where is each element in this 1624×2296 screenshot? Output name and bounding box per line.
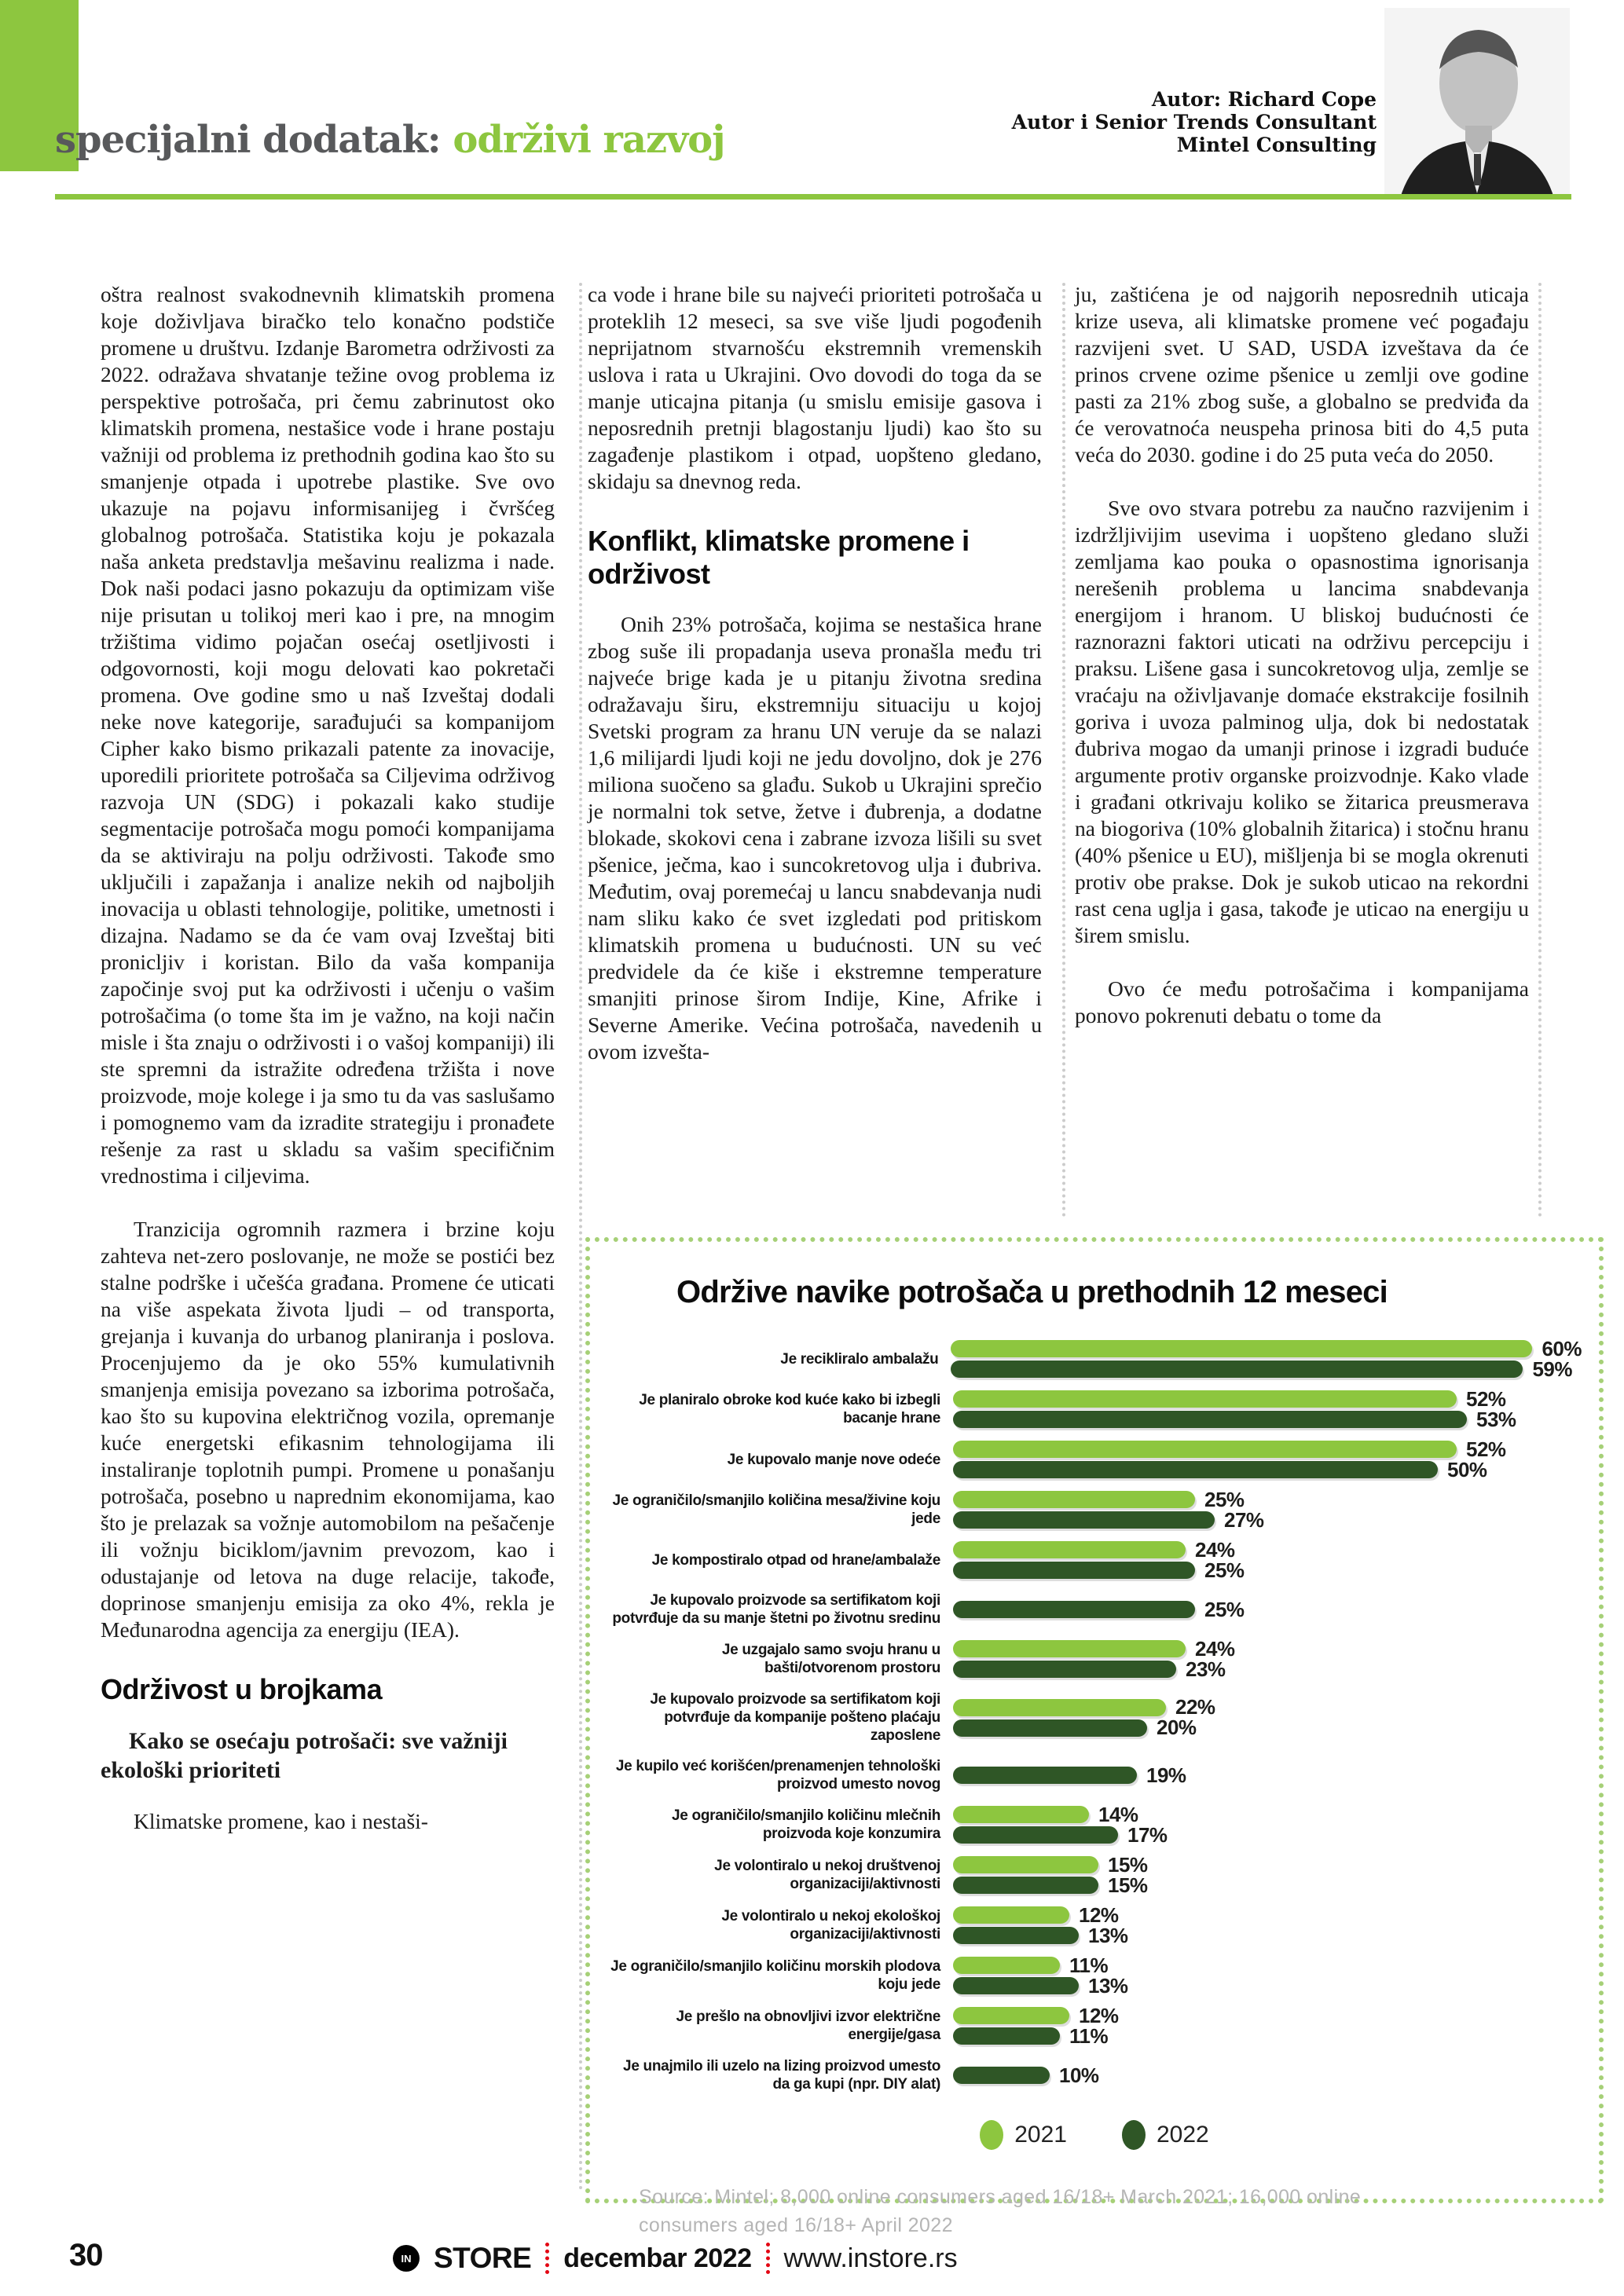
bar-2021 [953, 1390, 1457, 1408]
chart-row-label: Je kupovalo manje nove odeće [727, 1451, 940, 1468]
section-title [55, 118, 724, 162]
bar-2021 [953, 2007, 1069, 2024]
sub-heading: Kako se osećaju potrošači: sve važniji ekološki prioriteti [101, 1728, 508, 1783]
bar-line-2021 [953, 1902, 1582, 1927]
bar-value: 22% [1175, 1695, 1215, 1719]
column-divider-1 [579, 283, 582, 2192]
legend-dot-2022 [1122, 2120, 1146, 2150]
header-divider [55, 194, 1571, 200]
bar-2021 [953, 1441, 1457, 1458]
chart-row-label: Je volontiralo u nekoj društvenoj organizaciji/aktivnosti [714, 1858, 940, 1892]
page-footer [0, 2235, 1624, 2282]
bar-line-2021 [953, 1695, 1582, 1719]
paragraph: ca vode i hrane bile su najveći prioriteti potrošača u proteklih 12 meseci, sa sve više ljudi pogođenih neprijatnom stvarnošću ekstremnih vremenskih uslova i rata u Ukrajini. Ovo dovodi do toga da se manje uticajna pitanja (u smislu emisije gasova i neposrednih pretnji blagostanju ljudi) kao što su zagađenje plastikom i otpad, uopšteno gledano, skidaju sa dnevnog reda. [588, 282, 1042, 493]
bar-2022 [953, 1767, 1137, 1784]
bar-line-2021 [953, 1386, 1582, 1411]
chart-row [607, 1902, 1582, 1947]
bar-line-2021 [953, 1852, 1582, 1877]
article-column-1 [101, 281, 555, 1835]
paragraph: oštra realnost svakodnevnih klimatskih promena koje doživljava biračko telo konačno podstiče promene u društvu. Izdanje Barometra održivosti za 2022. odražava shvatanje težine ovog problema iz perspektive potrošača, pri čemu zabrinutost oko klimatskih promena, nestašice vode i hrane postaju važniji od problema iz prethodnih godina kao što su smanjenje otpada i upotrebe plastike. Sve ovo ukazuje na pojavu informisanijeg i čvršćeg globalnog potrošača. Statistika koju je pokazala naša anketa predstavlja mešavinu realizma i nade. Dok naši podaci jasno pokazuju da optimizam više nije prisutan u tolikoj meri kao i pre, na mnogim tržištima vidimo pojačan osećaj osetljivosti i odgovornosti, koji mogu delovati kao pokretači promena. Ove godine smo u naš Izveštaj dodali neke nove kategorije, sarađujući sa kompanijom Cipher kako bismo prikazali patente za inovacije, uporedili prioritete potrošača sa Ciljevima održivog razvoja UN (SDG) i pokazali kako studije segmentacije potrošača mogu pomoći kompanijama da se aktiviraju na polju održivosti. Takođe smo uključili i zapažanja i analize nekih od najboljih inovacija u oblasti tehnologije, politike, umetnosti i dizajna. Nadamo se da će vam ovaj Izveštaj biti pronicljiv i koristan. Bilo da vaša kompanija započinje svoj put ka održivosti i učenju o vašim potrošačima (o tome šta im je važno, na koji način misle i šta znaju o održivosti i o vašoj kompaniji) ili ste spremni da istražite određena tržišta i nove proizvode, moje kolege i ja smo tu da vas saslušamo i pomognemo vam da izradite strategiju i pronađete rešenje za rast u skladu sa vašim specifičnim vrednostima i ciljevima. [101, 282, 555, 1188]
bar-line-2021 [953, 1953, 1582, 1977]
page-number: 30 [69, 2238, 103, 2272]
chart-row-bars [953, 1695, 1582, 1739]
chart-row-label: Je uzgajalo samo svoju hranu u bašti/otvorenom prostoru [721, 1642, 940, 1676]
bar-value: 15% [1108, 1852, 1148, 1877]
chart-row-label: Je recikliralo ambalažu [780, 1350, 939, 1368]
bar-value: 50% [1447, 1457, 1487, 1481]
author-name: Autor: Richard Cope [1151, 88, 1377, 111]
paragraph: Onih 23% potrošača, kojima se nestašica hrane zbog suše ili propadanja useva pronašla među tri najveće brige kada je u pitanju životna sredina odražavaju širu, ekstremniju situaciju u kojoj Svetski program za hranu UN veruje da se nalazi 1,6 milijardi ljudi koji ne jedu dovoljno, dok je 276 miliona suočeno sa glađu. Sukob u Ukrajini sprečio je normalni tok setve, žetve i đubrenja, a dodatne blokade, skokovi cena i zabrane izvoza lišili su svet pšenice, ječma, kao i suncokretovog ulja i đubriva. Međutim, ovaj poremećaj u lancu snabdevanja nudi nam sliku kako će svet izgledati pod pritiskom klimatskih promena u budućnosti. UN su već predvidele da će kiše i ekstremne temperature smanjiti prinose širom Indije, Kine, Afrike i Severne Amerike. Većina potrošača, navedenih u ovom izvešta- [588, 612, 1042, 1064]
bar-line-2021 [953, 1487, 1582, 1511]
bar-value: 59% [1532, 1357, 1572, 1381]
chart-row [607, 1437, 1582, 1481]
column-divider-2 [1062, 283, 1065, 1218]
bar-value: 17% [1127, 1822, 1168, 1847]
chart-row-bars [953, 1802, 1582, 1847]
bar-line-2022 [953, 2063, 1582, 2087]
bar-2022 [953, 1877, 1098, 1894]
bar-line-2022 [953, 1822, 1582, 1847]
chart-row-label: Je kupovalo proizvode sa sertifikatom koji potvrđuje da su manje štetni po životnu sredinu [612, 1592, 940, 1627]
chart-row-bars [953, 2063, 1582, 2087]
bar-value: 11% [1069, 1953, 1109, 1977]
issue-date: decembar 2022 [563, 2243, 752, 2273]
chart-source: Source: Mintel; 8,000 online consumers aged 16/18+ March 2021; 16,000 online consumers aged 16/18+ April 2022 [639, 2186, 1362, 2236]
bar-line-2022 [953, 1657, 1582, 1681]
chart-row-bars [953, 1487, 1582, 1532]
chart-row [607, 1852, 1582, 1897]
bar-2022 [953, 1511, 1215, 1529]
bar-value: 27% [1224, 1507, 1264, 1532]
bar-value: 52% [1466, 1386, 1506, 1411]
bar-2022 [953, 1927, 1079, 1944]
article-column-3 [1075, 281, 1529, 1029]
author-photo [1384, 8, 1570, 198]
chart-row [607, 1591, 1582, 1628]
bar-2021 [953, 1699, 1166, 1716]
chart-panel [585, 1237, 1604, 2236]
chart-row-label: Je ograničilo/smanjilo količinu mlečnih proizvoda koje konzumira [672, 1807, 940, 1842]
section-heading: Održivost u brojkama [101, 1673, 383, 1705]
bar-2022 [953, 1719, 1147, 1737]
bar-2021 [953, 1640, 1186, 1657]
chart-row-bars [953, 1902, 1582, 1947]
footer-group [393, 2235, 958, 2282]
chart-row-label: Je kupovalo proizvode sa sertifikatom koji potvrđuje da kompanije pošteno plaćaju zaposlene [650, 1691, 940, 1744]
bar-2021 [953, 1856, 1098, 1873]
bar-value: 14% [1098, 1802, 1138, 1826]
bar-line-2022 [953, 1558, 1582, 1582]
footer-separator [766, 2243, 770, 2274]
chart-row [607, 1757, 1582, 1793]
bar-line-2022 [953, 1716, 1582, 1739]
chart-row [607, 1386, 1582, 1431]
bar-value: 20% [1157, 1716, 1197, 1739]
chart-row-label: Je volontiralo u nekoj ekološkoj organizaciji/aktivnosti [721, 1908, 940, 1943]
paragraph: ju, zaštićena je od najgorih neposrednih uticaja krize useva, ali klimatske promene već pogađaju razvijeni svet. U SAD, USDA izveštava da će prinos crvene ozime pšenice u zemlji ove godine pasti za 21% zbog suše, a globalno se predviđa da će verovatnoća neuspeha prinosa biti do 4,5 puta veća do 2030. godine i do 25 puta veća do 2050. [1075, 282, 1529, 467]
bar-line-2022 [951, 1357, 1582, 1381]
author-role: Autor i Senior Trends Consultant [1011, 111, 1377, 134]
section-heading: Konflikt, klimatske promene i održivost [588, 525, 970, 590]
bar-line-2022 [953, 1507, 1582, 1532]
bar-2022 [953, 1977, 1079, 1994]
bar-value: 12% [1079, 1902, 1119, 1927]
bar-line-2022 [953, 1597, 1582, 1621]
chart-row-bars [953, 1437, 1582, 1481]
chart-row [607, 1690, 1582, 1745]
chart-row-bars [953, 2003, 1582, 2048]
bar-value: 11% [1069, 2023, 1109, 2048]
chart-row-bars [951, 1336, 1582, 1381]
bar-line-2022 [953, 1407, 1582, 1431]
bar-value: 25% [1204, 1597, 1245, 1621]
bar-line-2021 [953, 1437, 1582, 1461]
bar-value: 25% [1204, 1487, 1245, 1511]
bar-value: 19% [1146, 1763, 1186, 1787]
bar-2022 [953, 1461, 1438, 1478]
legend-label-2021: 2021 [1014, 2122, 1067, 2148]
bar-value: 12% [1079, 2003, 1119, 2027]
chart-row-bars [953, 1953, 1582, 1998]
paragraph: Sve ovo stvara potrebu za naučno razvijenim i izdržljivijim usevima i uopšteno gledano služi zemljama kao pouka o opasnostima ignorisanja nerešenih problema u lancima snabdevanja energijom i hranom. U bliskoj budućnosti će raznorazni faktori uticati na održivu percepciju i praksu. Lišene gasa i suncokretovog ulja, zemlje se vraćaju na oživljavanje domaće ekstrakcije fosilnih goriva i uvoza palminog ulja, dok bi nedostatak đubriva mogao da umanji prinose i izgradi buduće argumente protiv organske proizvodnje. Kako vlade i građani otkrivaju koliko se žitarica preusmerava na biogoriva (10% globalnih žitarica) i stočnu hranu (40% pšenice u EU), mišljenja bi se mogla okrenuti protiv obe prakse. Dok je sukob uticao na rekordni rast cena uglja i gasa, takođe je uticao na energiju u širem smislu. [1075, 496, 1529, 947]
chart-row-label: Je planiralo obroke kod kuće kako bi izbegli bacanje hrane [639, 1392, 940, 1426]
chart-row [607, 1537, 1582, 1582]
bar-2022 [953, 1601, 1195, 1618]
legend-item-2022 [1122, 2120, 1209, 2150]
magazine-logo: STORE [434, 2242, 532, 2274]
bar-value: 60% [1542, 1336, 1582, 1360]
bar-value: 25% [1204, 1558, 1245, 1582]
bar-line-2022 [953, 1763, 1582, 1787]
chart-row-label: Je prešlo na obnovljivi izvor električne energije/gasa [676, 2009, 940, 2043]
chart-row-label: Je kupilo već korišćen/prenamenjen tehnološki proizvod umesto novog [615, 1758, 940, 1792]
legend-label-2022: 2022 [1157, 2122, 1209, 2148]
bar-2022 [953, 2027, 1060, 2045]
bar-value: 13% [1088, 1923, 1128, 1947]
chart-row-bars [953, 1852, 1582, 1897]
chart-row [607, 1487, 1582, 1532]
bar-line-2021 [953, 1802, 1582, 1826]
bar-value: 52% [1466, 1437, 1506, 1461]
bar-2022 [953, 1661, 1176, 1678]
section-title-dark: specijalni dodatak: [55, 118, 441, 162]
bar-value: 24% [1195, 1636, 1235, 1661]
chart-row-label: Je kompostiralo otpad od hrane/ambalaže [651, 1551, 940, 1569]
bar-2021 [953, 1906, 1069, 1924]
paragraph: Tranzicija ogromnih razmera i brzine koju zahteva net-zero poslovanje, ne može se postići bez stalne podrške i učešća građana. Promene će uticati na više aspekata života ljudi – od transporta, grejanja i kuvanja do urbanog planiranja i poslova. Procenjujemo da je oko 55% kumulativnih smanjenja emisija povezano sa izborima potrošača, kao što su kupovina električnog vozila, opremanje kuće energetski efikasnim tehnologijama ili instaliranje toplotnih pumpi. Promene u ponašanju potrošača, posebno u naprednim ekonomijama, kao što je prelazak sa vožnje automobilom na pešačenje ili vožnju biciklom/javnim prevozom, kao i odustajanje od letova na duge relacije, takođe, doprinose smanjenju emisija za oko 4%, rekla je Međunarodna agencija za energiju (IEA). [101, 1217, 555, 1642]
bar-line-2021 [951, 1336, 1582, 1360]
author-block [1012, 88, 1377, 156]
bar-line-2021 [953, 2003, 1582, 2027]
bar-2021 [953, 1541, 1186, 1558]
bar-2022 [953, 1411, 1467, 1428]
footer-separator [545, 2243, 549, 2274]
chart-rows [607, 1336, 1582, 2093]
section-title-green: održivi razvoj [453, 118, 725, 162]
chart-row-label: Je ograničilo/smanjilo količina mesa/živine koju jede [612, 1492, 940, 1527]
bar-2022 [953, 1562, 1195, 1579]
bar-value: 24% [1195, 1537, 1235, 1562]
chart-row-bars [953, 1597, 1582, 1621]
website-url: www.instore.rs [783, 2243, 958, 2273]
bar-line-2022 [953, 1923, 1582, 1947]
chart-row-bars [953, 1763, 1582, 1787]
bar-2022 [953, 2067, 1050, 2084]
chart-row-label: Je ograničilo/smanjilo količinu morskih plodova koju jede [610, 1958, 940, 1993]
chart-row-bars [953, 1386, 1582, 1431]
bar-2021 [953, 1957, 1060, 1974]
chart-row-bars [953, 1636, 1582, 1681]
paragraph: Ovo će među potrošačima i kompanijama ponovo pokrenuti debatu o tome da [1075, 976, 1529, 1027]
bar-2021 [953, 1491, 1195, 1508]
chart-row [607, 1953, 1582, 1998]
bar-line-2022 [953, 2023, 1582, 2048]
chart-row [607, 1636, 1582, 1681]
legend-item-2021 [980, 2120, 1067, 2150]
bar-line-2022 [953, 1457, 1582, 1481]
chart-title: Održive navike potrošača u prethodnih 12 meseci [676, 1275, 1388, 1309]
chart-row [607, 1802, 1582, 1847]
bar-line-2022 [953, 1973, 1582, 1998]
column-divider-3 [1538, 283, 1542, 1218]
bar-2022 [951, 1360, 1523, 1378]
instore-logo-icon: IN [393, 2245, 420, 2272]
bar-value: 10% [1059, 2063, 1099, 2087]
chart-row-bars [953, 1537, 1582, 1582]
bar-2021 [951, 1340, 1532, 1357]
chart-row [607, 2003, 1582, 2048]
bar-line-2021 [953, 1636, 1582, 1661]
author-company: Mintel Consulting [1176, 134, 1377, 156]
chart-row [607, 2057, 1582, 2093]
chart-legend [607, 2120, 1582, 2150]
chart-row [607, 1336, 1582, 1381]
paragraph: Klimatske promene, kao i nestaši- [134, 1809, 428, 1833]
legend-dot-2021 [980, 2120, 1003, 2150]
bar-line-2022 [953, 1873, 1582, 1897]
bar-value: 23% [1186, 1657, 1226, 1681]
bar-2022 [953, 1826, 1118, 1844]
bar-value: 15% [1108, 1873, 1148, 1897]
bar-value: 53% [1476, 1407, 1516, 1431]
bar-line-2021 [953, 1537, 1582, 1562]
bar-value: 13% [1088, 1973, 1128, 1998]
bar-2021 [953, 1806, 1089, 1823]
article-column-2 [588, 281, 1042, 1065]
chart-row-label: Je unajmilo ili uzelo na lizing proizvod umesto da ga kupi (npr. DIY alat) [623, 2058, 940, 2093]
